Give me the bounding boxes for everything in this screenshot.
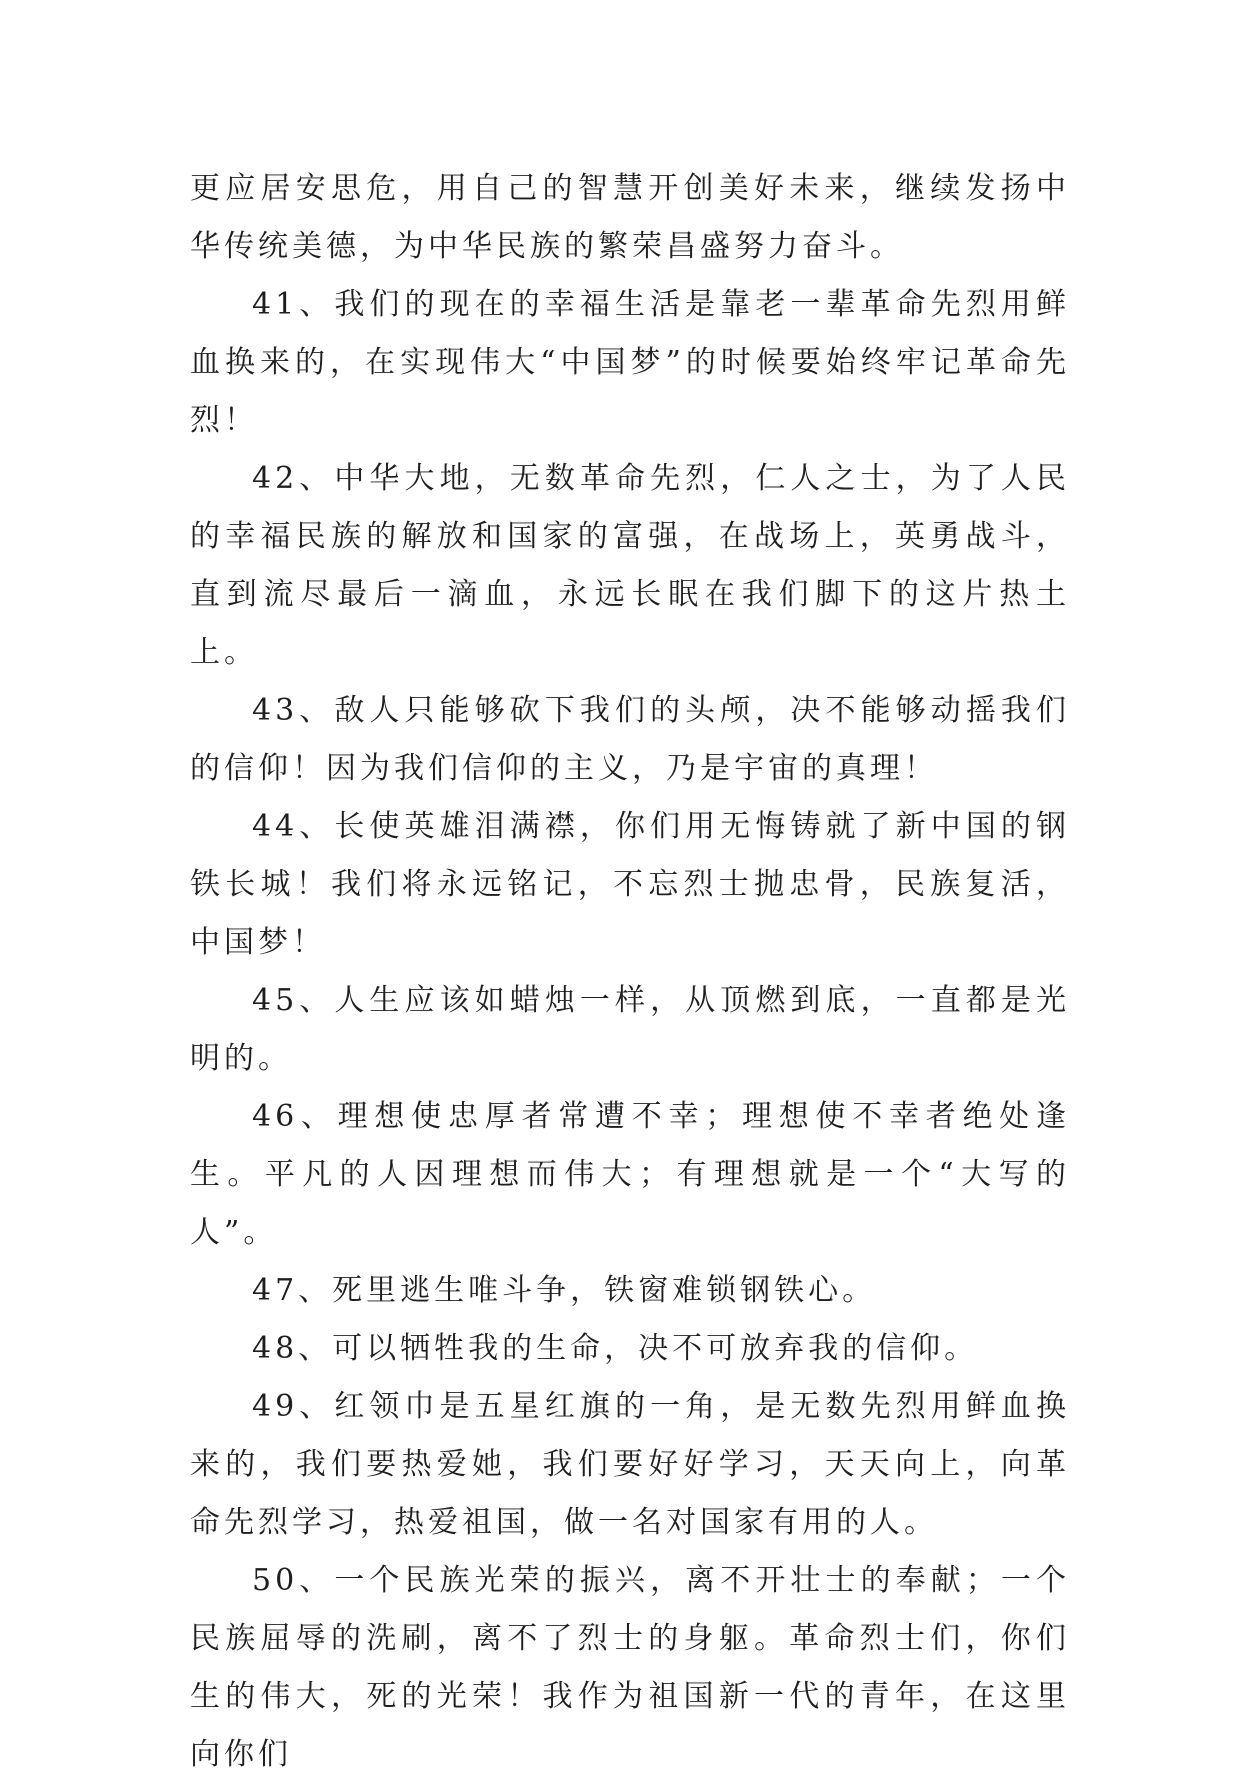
paragraph-50: 50、一个民族光荣的振兴，离不开壮士的奉献；一个民族屈辱的洗刷，离不了烈士的身躯。革命烈士们，你们生的伟大，死的光荣！我作为祖国新一代的青年，在这里向你们 xyxy=(190,1563,1070,1772)
paragraph-42: 42、中华大地，无数革命先烈，仁人之士，为了人民的幸福民族的解放和国家的富强，在战场上，英勇战斗，直到流尽最后一滴血，永远长眠在我们脚下的这片热土上。 xyxy=(190,461,1070,670)
paragraph-41: 41、我们的现在的幸福生活是靠老一辈革命先烈用鲜血换来的，在实现伟大“中国梦”的时候要始终牢记革命先烈！ xyxy=(190,287,1070,438)
paragraph-46: 46、理想使忠厚者常遭不幸；理想使不幸者绝处逢生。平凡的人因理想而伟大；有理想就是一个“大写的人”。 xyxy=(190,1099,1070,1250)
paragraph-43: 43、敌人只能够砍下我们的头颅，决不能够动摇我们的信仰！因为我们信仰的主义，乃是宇宙的真理！ xyxy=(190,693,1070,786)
paragraph-continuation: 更应居安思危，用自己的智慧开创美好未来，继续发扬中华传统美德，为中华民族的繁荣昌盛努力奋斗。 xyxy=(190,171,1070,264)
paragraph-47: 47、死里逃生唯斗争，铁窗难锁钢铁心。 xyxy=(252,1273,877,1308)
document-body xyxy=(190,160,1070,1784)
paragraph-44: 44、长使英雄泪满襟，你们用无悔铸就了新中国的钢铁长城！我们将永远铭记，不忘烈士抛忠骨，民族复活，中国梦！ xyxy=(190,809,1070,960)
paragraph-45: 45、人生应该如蜡烛一样，从顶燃到底，一直都是光明的。 xyxy=(190,983,1070,1076)
paragraph-48: 48、可以牺牲我的生命，决不可放弃我的信仰。 xyxy=(252,1331,979,1366)
paragraph-49: 49、红领巾是五星红旗的一角，是无数先烈用鲜血换来的，我们要热爱她，我们要好好学习，天天向上，向革命先烈学习，热爱祖国，做一名对国家有用的人。 xyxy=(190,1389,1070,1540)
